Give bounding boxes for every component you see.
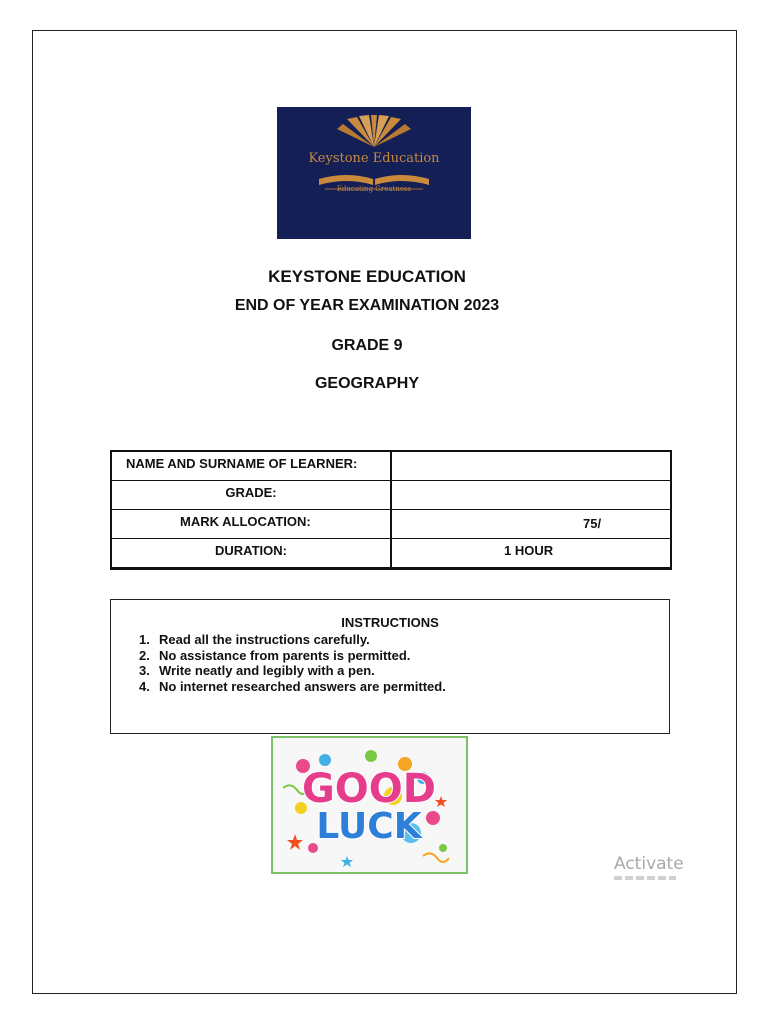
- grade-label: GRADE:: [225, 485, 277, 500]
- learner-info-table: [110, 450, 672, 570]
- grade-field[interactable]: [392, 481, 670, 509]
- subject-title: GEOGRAPHY: [314, 375, 419, 392]
- instructions-box: [110, 599, 670, 734]
- logo-brand-name: Keystone Education: [308, 151, 440, 166]
- instruction-text: Read all the instructions carefully.: [159, 632, 370, 647]
- activate-watermark: Activate: [614, 854, 684, 874]
- duration-value: 1 HOUR: [504, 543, 554, 558]
- instruction-number: 4.: [139, 678, 150, 694]
- instruction-item: [139, 632, 446, 648]
- instruction-number: 1.: [139, 632, 150, 647]
- instruction-item: [139, 648, 446, 664]
- instruction-text: No internet researched answers are permitted.: [159, 678, 446, 694]
- mark-allocation-label: MARK ALLOCATION:: [180, 514, 311, 529]
- instruction-number: 2.: [139, 647, 150, 663]
- good-word: GOOD: [301, 766, 437, 812]
- table-column-divider: [390, 452, 392, 568]
- instructions-title: INSTRUCTIONS: [341, 615, 439, 630]
- instruction-number: 3.: [139, 663, 150, 678]
- instructions-list: [139, 632, 446, 694]
- luck-word: LUCK: [316, 806, 422, 847]
- good-luck-text: [273, 738, 465, 871]
- duration-label: DURATION:: [215, 543, 287, 558]
- mark-allocation-value: 75/: [583, 516, 602, 531]
- exam-title: END OF YEAR EXAMINATION 2023: [234, 297, 500, 314]
- school-logo: [277, 107, 471, 239]
- grade-title: GRADE 9: [331, 337, 403, 354]
- school-title: KEYSTONE EDUCATION: [268, 267, 466, 286]
- instruction-item: [139, 663, 446, 679]
- activate-watermark-subtext: [614, 876, 676, 880]
- instruction-text: Write neatly and legibly with a pen.: [159, 663, 375, 678]
- name-label: NAME AND SURNAME OF LEARNER:: [126, 456, 358, 471]
- name-field[interactable]: [392, 452, 670, 480]
- good-luck-image: [271, 736, 468, 874]
- instruction-item: [139, 679, 446, 695]
- logo-tagline: Educating Greatness: [336, 185, 412, 193]
- book-crest-icon: [277, 107, 471, 239]
- instruction-text: No assistance from parents is permitted.: [159, 647, 411, 663]
